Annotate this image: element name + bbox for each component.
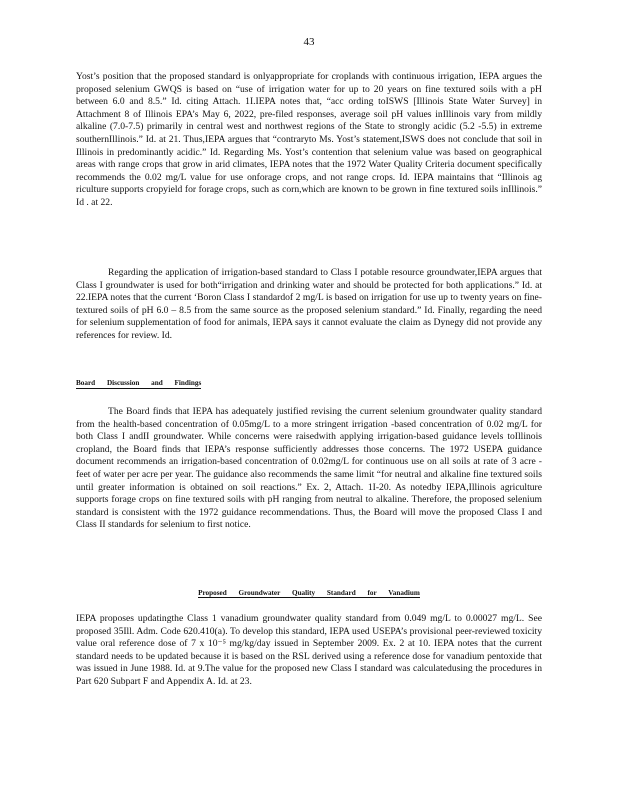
paragraph-board-findings: The Board finds that IEPA has adequately justified revising the current selenium groundwater quality standard from the health-based concentration of 0.05mg/L to a more stringent irrigation -based concentration of 0.02 mg/L for both Class I andII groundwater. While concerns were raisedwith applying irrigation-based guidance levels toIllinois cropland, the Board finds that IEPA’s response sufficiently addresses those concerns. The 1972 USEPA guidance document recommends an irrigation-based concentration of 0.02mg/L for continuous use on all soils at rate of 3 acre -feet of water per acre per year. The guidance also recommends the same limit “for neutral and alkaline fine textured soils until greater information is obtained on soil reactions.” Ex. 2, Attach. 1I-20. As notedby IEPA,Illinois agriculture supports forage crops on fine textured soils with pH ranging from neutral to alkaline. Therefore, the proposed selenium standard is consistent with the 1972 guidance recommendations. Thus, the Board will move the proposed Class I and Class II standards for selenium to first notice.: [76, 406, 542, 531]
page-number: 43: [303, 36, 315, 48]
paragraph-yost-position: Yost’s position that the proposed standard is onlyappropriate for croplands with continuous irrigation, IEPA argues the proposed selenium GWQS is based on “use of irrigation water for up to 20 years on fine textured soils with a pH between 6.0 and 8.5.” Id. citing Attach. 1I.IEPA notes that, “acc ording toISWS [Illinois State Water Survey] in Attachment 8 of Illinois EPA’s May 6, 2022, pre-filed responses, average soil pH values inIllinois vary from mildly alkaline (7.0-7.5) primarily in central west and northwest regions of the State to strongly acidic (5.2 -5.5) in extreme southernIllinois.” Id. at 21. Thus,IEPA argues that “contraryto Ms. Yost’s statement,ISWS does not conclude that soil in Illinois in predominantly acidic.” Id. Regarding Ms. Yost’s contention that selenium value was based on geographical areas with range crops that grow in arid climates, IEPA notes that the 1972 Water Quality Criteria document specifically recommends the 0.02 mg/L value for use onforage crops, and not range crops. Id. IEPA maintains that “Illinois ag riculture supports cropyield for forage crops, such as corn,which are known to be grown in fine textured soils inIllinois.” Id . at 22.: [76, 71, 542, 208]
paragraph-class-i-application: Regarding the application of irrigation-based standard to Class I potable resource groundwater,IEPA argues that Class I groundwater is used for both“irrigation and drinking water and should be protected for both applications.” Id. at 22.IEPA notes that the current ‘Boron Class I standardof 2 mg/L is based on irrigation for use up to twenty years on fine-textured soils of pH 6.0 – 8.5 from the same source as the proposed selenium standard.” Id. Finally, regarding the need for selenium supplementation of food for animals, IEPA says it cannot evaluate the claim as Dynegy did not provide any references for review. Id.: [76, 267, 542, 341]
paragraph-vanadium-proposal: IEPA proposes updatingthe Class 1 vanadium groundwater quality standard from 0.049 mg/L to 0.00027 mg/L. See proposed 35Ill. Adm. Code 620.410(a). To develop this standard, IEPA used USEPA’s provisional peer-reviewed toxicity value oral reference dose of 7 x 10⁻⁵ mg/kg/day issued in September 2009. Ex. 2 at 10. IEPA notes that the current standard needs to be updated because it is based on the RSL derived using a reference dose for vanadium pentoxide that was issued in June 1988. Id. at 9.The value for the proposed new Class I standard was calculatedusing the procedures in Part 620 Subpart F and Appendix A. Id. at 23.: [76, 613, 542, 687]
heading-vanadium-label: Proposed Groundwater Quality Standard for Vanadium: [198, 589, 420, 597]
heading-vanadium-standard: [0, 589, 618, 598]
heading-board-discussion: Board Discussion and Findings: [76, 379, 202, 387]
